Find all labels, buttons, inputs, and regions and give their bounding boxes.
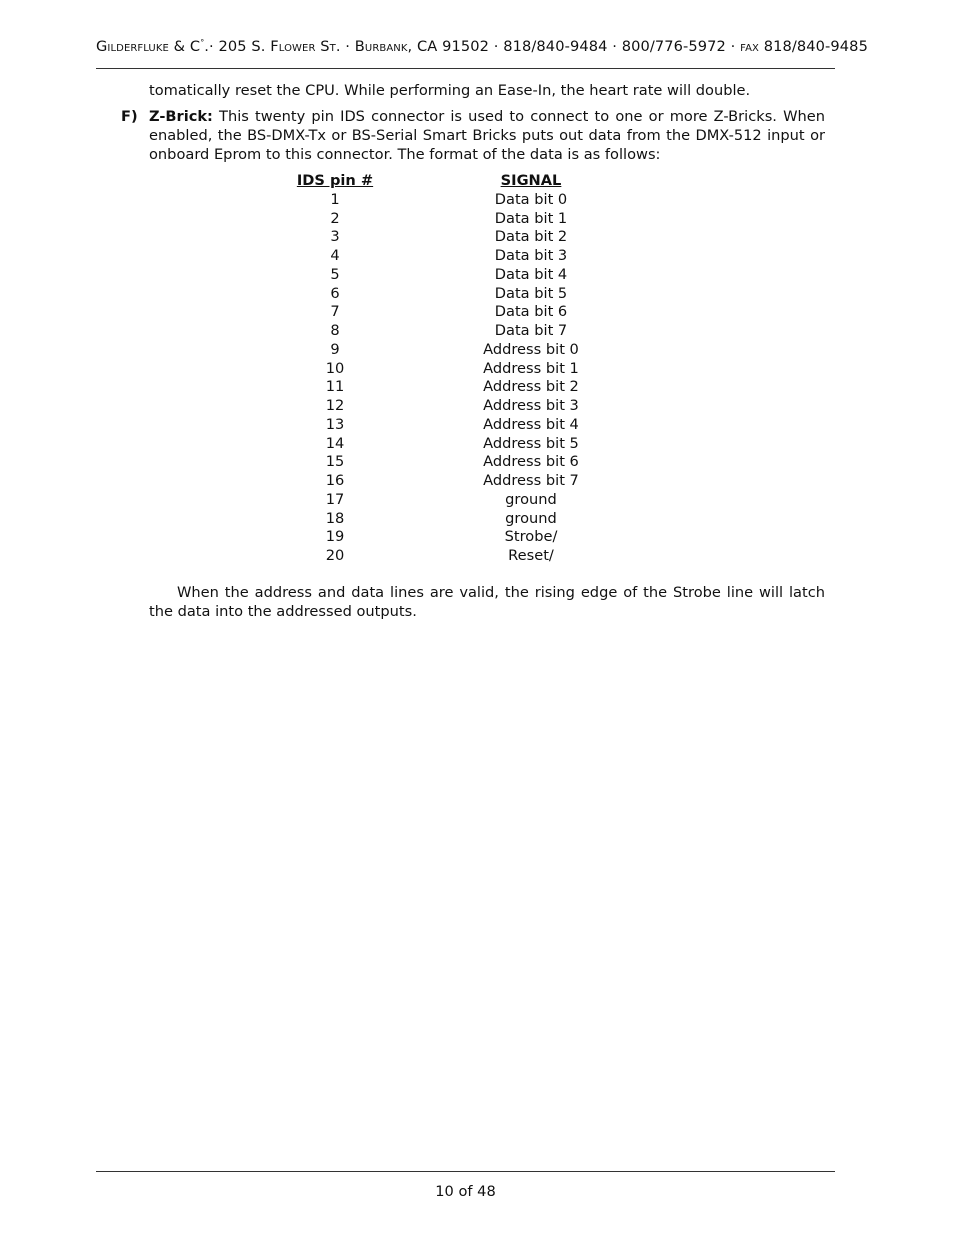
table-header-row xyxy=(294,172,686,191)
signal-cell: ground xyxy=(505,509,557,527)
page-number: 10 of 48 xyxy=(435,1183,496,1200)
table-row xyxy=(294,510,686,529)
signal-cell: Data bit 4 xyxy=(494,265,568,283)
page-header xyxy=(96,38,868,55)
signal-cell: Address bit 7 xyxy=(483,472,579,489)
pin-cell: 5 xyxy=(330,265,340,283)
pin-cell: 2 xyxy=(330,209,340,227)
signal-cell: Data bit 7 xyxy=(494,322,568,339)
table-row xyxy=(294,322,686,341)
signal-cell: Data bit 0 xyxy=(494,190,568,208)
pin-cell: 8 xyxy=(330,322,340,339)
pin-cell: 7 xyxy=(330,303,340,321)
signal-cell: Data bit 6 xyxy=(494,303,568,321)
signal-cell: Address bit 0 xyxy=(483,340,579,358)
pin-cell: 6 xyxy=(330,284,340,302)
footer-rule xyxy=(96,1171,835,1172)
table-row xyxy=(294,360,686,379)
pin-cell: 1 xyxy=(330,190,340,208)
pin-cell: 3 xyxy=(330,228,340,246)
table-row xyxy=(294,528,686,547)
signal-cell: Data bit 3 xyxy=(494,247,568,264)
table-row xyxy=(294,453,686,472)
pin-cell: 19 xyxy=(325,528,345,546)
pin-cell: 10 xyxy=(325,359,345,377)
table-row xyxy=(294,285,686,304)
pin-cell: 4 xyxy=(330,247,340,264)
pin-cell: 17 xyxy=(325,490,345,508)
table-row xyxy=(294,210,686,229)
header-company-initial: G xyxy=(96,38,108,55)
table-row xyxy=(294,303,686,322)
table-row xyxy=(294,472,686,491)
table-row xyxy=(294,435,686,454)
signal-cell: Data bit 1 xyxy=(494,209,568,227)
header-company-name: ilderfluke xyxy=(107,38,169,55)
header-street: lower xyxy=(278,38,316,55)
signal-cell: Data bit 5 xyxy=(494,284,568,302)
column-header-pin: IDS pin # xyxy=(296,172,374,189)
signal-cell: Address bit 5 xyxy=(483,434,579,452)
list-marker: F) xyxy=(121,108,138,125)
signal-cell: Address bit 6 xyxy=(483,453,579,471)
header-fax-label: fax xyxy=(740,38,759,55)
column-header-signal: SIGNAL xyxy=(500,172,562,189)
table-row xyxy=(294,191,686,210)
table-row xyxy=(294,491,686,510)
signal-cell: Address bit 2 xyxy=(483,378,579,396)
header-sep-1: .· 205 S. F xyxy=(204,38,279,55)
header-co-mark: ° xyxy=(200,38,205,48)
table-row xyxy=(294,378,686,397)
pin-cell: 15 xyxy=(325,453,345,471)
list-item-f xyxy=(121,107,825,164)
pin-cell: 20 xyxy=(325,547,345,564)
pin-table xyxy=(294,172,686,566)
item-lead-term: Z-Brick: xyxy=(149,108,213,125)
table-row xyxy=(294,228,686,247)
header-amp: & C xyxy=(168,38,201,55)
item-description: This twenty pin IDS connector is used to connect to one or more Z-Bricks. When enabled, the BS-DMX-Tx or BS-Serial Smart Bricks puts out data from the DMX-512 input or onboard Eprom to this connector. The format of the data is as follows: xyxy=(149,108,825,163)
table-row xyxy=(294,247,686,266)
signal-cell: Address bit 4 xyxy=(483,415,579,433)
signal-cell: Data bit 2 xyxy=(494,228,568,246)
table-row xyxy=(294,266,686,285)
header-street-rest: S xyxy=(315,38,330,55)
table-row xyxy=(294,547,686,566)
table-row xyxy=(294,341,686,360)
signal-cell: ground xyxy=(505,490,557,508)
signal-cell: Reset/ xyxy=(508,547,554,564)
header-city: urbank xyxy=(364,38,408,55)
header-sep-2: . · B xyxy=(335,38,365,55)
signal-cell: Strobe/ xyxy=(504,528,558,546)
signal-cell: Address bit 1 xyxy=(483,359,579,377)
continuation-paragraph: tomatically reset the CPU. While performing an Ease-In, the heart rate will double. xyxy=(149,82,751,99)
pin-cell: 13 xyxy=(325,415,345,433)
pin-cell: 16 xyxy=(325,472,345,489)
header-rule xyxy=(96,68,835,69)
table-row xyxy=(294,397,686,416)
header-st: t xyxy=(329,38,336,55)
pin-cell: 11 xyxy=(325,378,345,396)
table-row xyxy=(294,416,686,435)
pin-cell: 18 xyxy=(325,509,345,527)
pin-cell: 12 xyxy=(325,397,345,414)
signal-cell: Address bit 3 xyxy=(483,397,579,414)
pin-cell: 14 xyxy=(325,434,345,452)
pin-cell: 9 xyxy=(330,340,340,358)
header-state-phone: , CA 91502 · 818/840-9484 · 800/776-5972 · xyxy=(407,38,741,55)
header-fax-number: 818/840-9485 xyxy=(758,38,868,55)
strobe-paragraph: When the address and data lines are valid, the rising edge of the Strobe line will latch the data into the addressed outputs. xyxy=(149,584,825,620)
